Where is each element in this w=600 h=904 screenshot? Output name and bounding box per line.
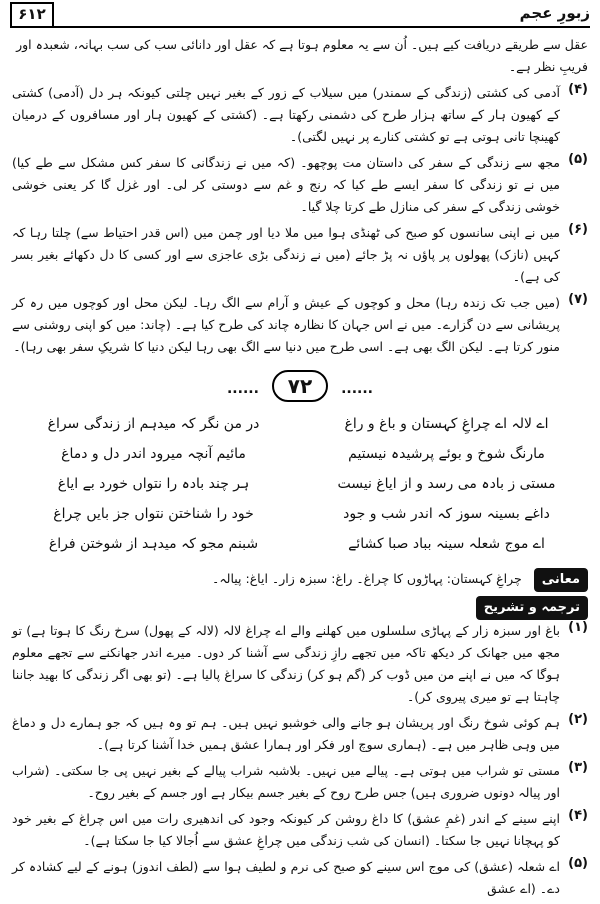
- page-header: [10, 4, 590, 28]
- verse-line: خود را شناختن نتواں جز بایں چراغ: [53, 506, 254, 522]
- translation-item-5: [12, 856, 588, 900]
- note-number: (۵): [568, 152, 588, 167]
- translation-item-2: [12, 712, 588, 756]
- divider-dots-right: ......: [341, 381, 373, 397]
- item-number: (۵): [568, 856, 588, 871]
- book-title: زبورِ عجم: [519, 4, 590, 22]
- translation-item-4: [12, 808, 588, 852]
- note-number: (۴): [568, 82, 588, 97]
- item-number: (۴): [568, 808, 588, 823]
- intro-paragraph: عقل سے طریقے دریافت کیے ہیں۔ اُن سے یہ معلوم ہوتا ہے کہ عقل اور دانائی سب کی سب بہانہ، شعبدہ اور فریبِ نظر ہے۔: [16, 37, 588, 74]
- translation-badge: ترجمہ و تشریح: [476, 596, 588, 620]
- page-content: [12, 34, 588, 904]
- verse-line: مائیم آنچہ میرود اندر دل و دماغ: [61, 446, 246, 462]
- item-text: ہم کوئی شوخ رنگ اور پریشان ہو جانے والی خوشبو نہیں ہیں۔ ہم تو وہ ہیں کہ جو ہمارے دل و دماغ میں وہی ظاہر میں ہے۔ (ہماری سوچ اور فکر اور ہمارا عشق ہمیں خدا آشنا کرتا ہے)۔: [12, 715, 560, 752]
- verse-line: ہر چند بادہ را نتواں خورد بے ایاغ: [57, 476, 250, 492]
- note-5: [12, 152, 588, 218]
- verse-line: داغے بسینہ سوز کہ اندر شب و جود: [343, 506, 550, 522]
- page-number: ۶۱۲: [10, 2, 54, 28]
- item-text: اے شعلہ (عشق) کی موج اس سینے کو صبح کی نرم و لطیف ہوا سے (لطف اندوز) ہونے کے لیے کشادہ کر دے۔ (اے عشق: [12, 859, 560, 896]
- note-6: [12, 222, 588, 288]
- item-text: باغ اور سبزہ زار کے پہاڑی سلسلوں میں کھلنے والے اے چراغ لالہ (لالہ کے پھول) سرخ رنگ کا ہوتا ہے) تو مجھ میں جھانک کر دیکھ تاکہ میں تجھے رازِ زندگی سے آشنا کر دوں۔ میرے اندر جھانکنے سے تجھے معلوم ہوگا کہ میں نے اپنے من میں ڈوب کر (گم ہو کر) زندگی کا سراغ پالیا ہے۔ (تو بھی اگر زندگی کا بھید جاننا چاہتا ہے تو میری پیروی کر)۔: [12, 623, 560, 704]
- poem: [22, 412, 578, 556]
- meanings-badge: معانی: [534, 568, 588, 592]
- verse-line: در من نگر کہ میدہم از زندگی سراغ: [47, 416, 260, 432]
- translation-item-3: [12, 760, 588, 804]
- translation-heading: [12, 596, 588, 620]
- note-text: میں نے اپنی سانسوں کو صبح کی ٹھنڈی ہوا میں ملا دیا اور چمن میں (اس قدر احتیاط سے) چلتا رہا کہ کہیں (نازک) پھولوں پر پاؤں نہ پڑ جائے (میں نے زندگی بڑی عاجزی سے اور کسی کا دل دکھائے بغیر بسر کی ہے)۔: [12, 225, 560, 284]
- verse-line: مستی ز بادہ می رسد و از ایاغ نیست: [337, 476, 556, 492]
- item-text: اپنے سینے کے اندر (غمِ عشق) کا داغ روشن کر کیونکہ وجود کی اندھیری رات میں اس چراغ کے بغیر خود کو پہچانا نہیں جا سکتا۔ (انسان کی شب زندگی میں چراغِ عشق سے اُجالا کیا جا سکتا ہے)۔: [12, 811, 560, 848]
- item-number: (۱): [568, 620, 588, 635]
- note-number: (۷): [568, 292, 588, 307]
- verse-line: اے موج شعلہ سینہ بباد صبا کشائے: [348, 536, 545, 552]
- verse-line: اے لالہ اے چراغِ کہستان و باغ و راغ: [344, 416, 549, 432]
- item-text: مستی تو شراب میں ہوتی ہے۔ پیالے میں نہیں۔ بلاشبہ شراب پیالے کے بغیر نہیں پی جا سکتی۔ (شراب اور پیالہ دونوں ضروری ہیں) جس طرح روح کے بغیر جسم بیکار ہے اور جسم کے بغیر روح۔: [12, 763, 560, 800]
- item-number: (۳): [568, 760, 588, 775]
- meanings-section: [12, 568, 588, 592]
- note-text: مجھ سے زندگی کے سفر کی داستان مت پوچھو۔ (کہ میں نے زندگانی کا سفر کس مشکل سے طے کیا) میں نے تو زندگی کا سفر ایسے طے کیا کہ رنج و غم سے دوستی کر لی۔ اور غزل گا کر یعنی خوشی خوشی زندگی کے سفر کی منازل طے کرتا چلا گیا۔: [12, 155, 560, 214]
- translation-item-1: [12, 620, 588, 708]
- divider-dots-left: ......: [226, 381, 259, 397]
- note-4: [12, 82, 588, 148]
- section-divider: [12, 370, 588, 402]
- note-text: آدمی کی کشتی (زندگی کے سمندر) میں سیلاب کے زور کے بغیر نہیں چلتی کیونکہ ہر دل (آدمی) کشتی کے کھیون ہار کے ساتھ ہزار طرح کی دشمنی رکھتا ہے۔ (کشتی کے کھیون ہار اور مسافروں کے درمیان کھینچا تانی ہوتی ہے تو کشتی کنارے پر نہیں لگتی)۔: [12, 85, 560, 144]
- note-7: [12, 292, 588, 358]
- verse-line: مارنگ شوخ و بوئے پرشیدہ نیستیم: [348, 446, 545, 462]
- verse-line: شبنم مجو کہ میدہد از شوختن فراغ: [48, 536, 259, 552]
- item-number: (۲): [568, 712, 588, 727]
- note-text: (میں جب تک زندہ رہا) محل و کوچوں کے عیش و آرام سے الگ رہا۔ لیکن محل اور کوچوں میں رہ کر پریشانی سے دن گزارے۔ میں نے اس جہان کا نظارہ چاند کی طرح کیا ہے۔ (چاند: میں کو اپنی روشنی سے منور کرتا ہے۔ لیکن الگ بھی ہے۔ اسی طرح میں دنیا سے الگ بھی رہا لیکن دنیا کا شریکِ سفر بھی رہا)۔: [12, 295, 560, 354]
- meanings-text: چراغِ کہستان: پہاڑوں کا چراغ۔ راغ: سبزہ زار۔ ایاغ: پیالہ۔: [212, 571, 522, 586]
- section-number: ۷۲: [272, 370, 328, 402]
- note-number: (۶): [568, 222, 588, 237]
